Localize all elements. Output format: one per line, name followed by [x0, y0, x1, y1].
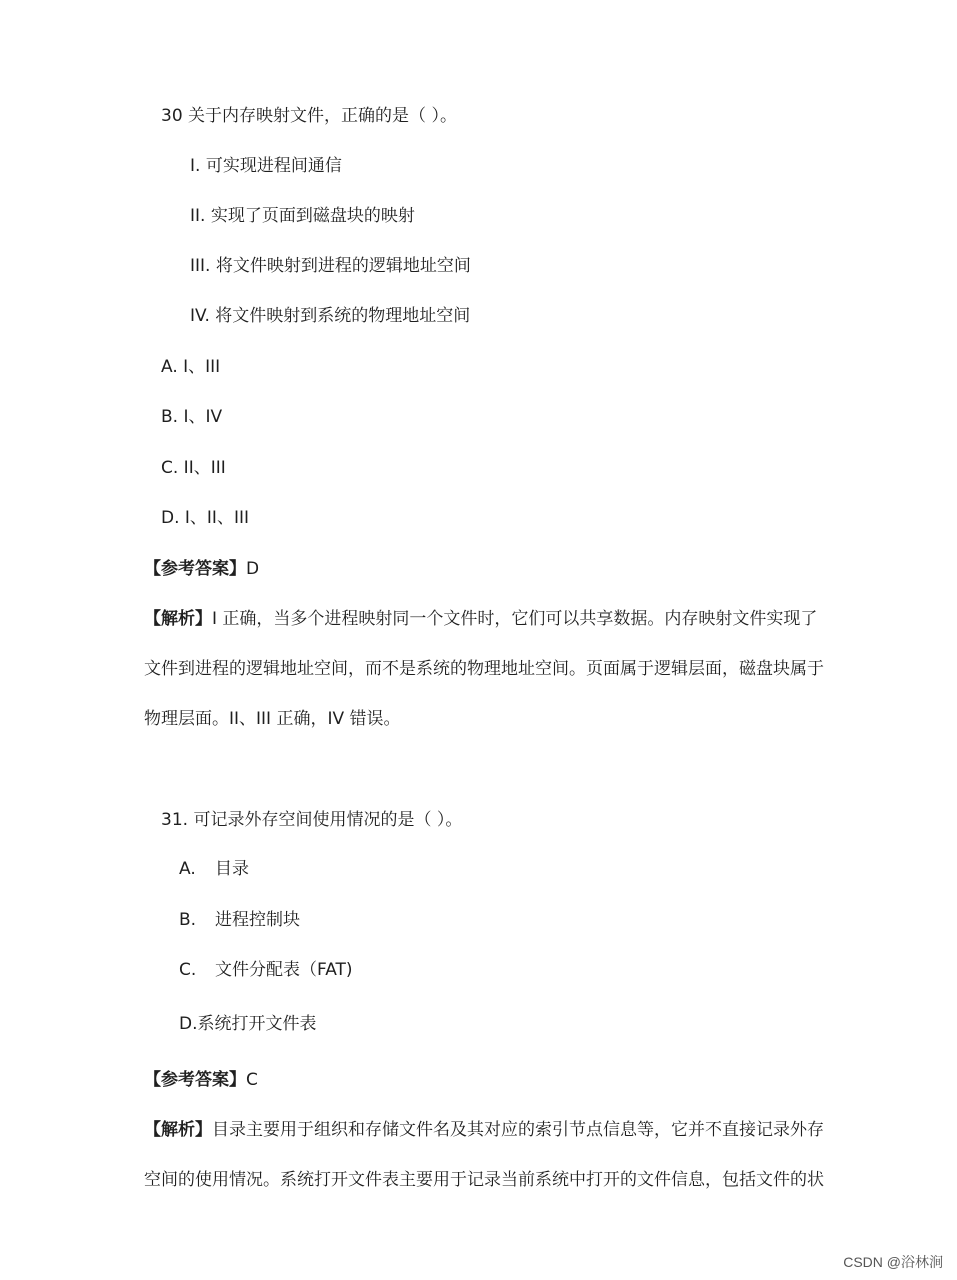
question-31-option-d: D.系统打开文件表 [179, 1014, 317, 1034]
question-30-statement-4: IV. 将文件映射到系统的物理地址空间 [190, 306, 471, 326]
question-31-option-b [179, 908, 300, 932]
option-letter: A. [179, 859, 196, 879]
question-31-explanation-line-2: 空间的使用情况。系统打开文件表主要用于记录当前系统中打开的文件信息，包括文件的状 [144, 1170, 824, 1190]
explanation-label: 【解析】 [144, 609, 212, 629]
question-30-option-c: C. II、III [161, 458, 226, 478]
option-text: 目录 [215, 859, 249, 879]
question-30-statement-3: III. 将文件映射到进程的逻辑地址空间 [190, 256, 471, 276]
question-30-answer [144, 557, 259, 581]
question-31-option-a [179, 857, 249, 881]
option-letter: B. [179, 910, 197, 930]
answer-value: C [246, 1070, 258, 1090]
csdn-watermark: CSDN @浴林涧 [843, 1254, 943, 1270]
question-30-explanation-line-1 [144, 607, 817, 631]
question-30-explanation-line-3: 物理层面。II、III 正确，IV 错误。 [144, 709, 401, 729]
question-31-option-c [179, 958, 353, 982]
question-30-explanation-line-2: 文件到进程的逻辑地址空间，而不是系统的物理地址空间。页面属于逻辑层面，磁盘块属于 [144, 659, 824, 679]
question-30-statement-1: I. 可实现进程间通信 [190, 156, 342, 176]
question-30-option-b: B. I、IV [161, 407, 223, 427]
answer-label: 【参考答案】 [144, 1070, 246, 1090]
question-31-explanation-line-1 [144, 1118, 824, 1142]
answer-label: 【参考答案】 [144, 559, 246, 579]
question-30-option-a: A. I、III [161, 357, 221, 377]
answer-value: D [246, 559, 260, 579]
question-30-option-d: D. I、II、III [161, 508, 249, 528]
explanation-text: 目录主要用于组织和存储文件名及其对应的索引节点信息等，它并不直接记录外存 [212, 1120, 824, 1140]
explanation-label: 【解析】 [144, 1120, 212, 1140]
question-31-title: 31. 可记录外存空间使用情况的是（ ）。 [161, 810, 463, 830]
question-30-title: 30 关于内存映射文件，正确的是（ ）。 [161, 106, 457, 126]
option-text: 文件分配表（FAT) [215, 960, 353, 980]
explanation-text: I 正确，当多个进程映射同一个文件时，它们可以共享数据。内存映射文件实现了 [212, 609, 818, 629]
question-31-answer [144, 1068, 258, 1092]
option-text: 进程控制块 [215, 910, 300, 930]
option-letter: C. [179, 960, 197, 980]
question-30-statement-2: II. 实现了页面到磁盘块的映射 [190, 206, 415, 226]
